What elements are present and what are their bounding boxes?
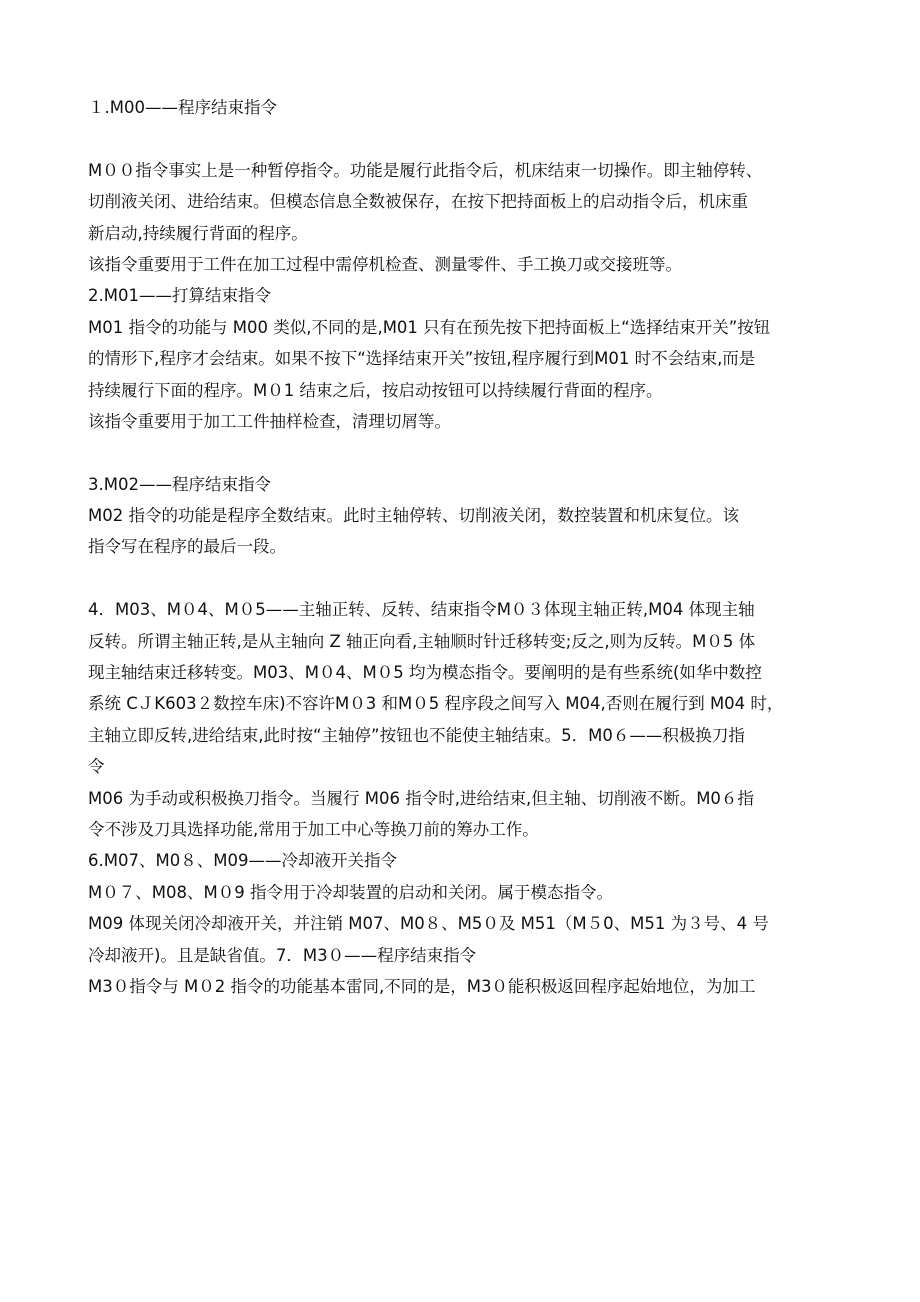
paragraph-line: 的情形下,程序才会结束。如果不按下“选择结束开关”按钮,程序履行到M01 时不会结束,而是: [88, 349, 756, 369]
paragraph-line: 现主轴结束迁移转变。M03、M０4、M０5 均为模态指令。要阐明的是有些系统(如华中数控: [88, 663, 762, 683]
paragraph-line: 切削液关闭、进给结束。但模态信息全数被保存，在按下把持面板上的启动指令后，机床重: [88, 192, 748, 212]
paragraph-line: 系统 CＪK603２数控车床)不容许M０3 和M０5 程序段之间写入 M04,否则在履行到 M04 时，: [88, 694, 784, 714]
blank-line: [88, 123, 833, 154]
paragraph-line: ﻿M06 为手动或积极换刀指令。当履行 M06 指令时,进给结束,但主轴、切削液不断。M0６指: [88, 788, 754, 808]
paragraph-line: 主轴立即反转,进给结束,此时按“主轴停”按钮也不能使主轴结束。5﻿﻿．M0６——积极换刀指: [88, 725, 745, 745]
heading-m07-m09: 6﻿.M07、M0８、M09——冷却液开关指令﻿: [88, 851, 397, 871]
blank-line: [88, 437, 833, 468]
paragraph-line: ﻿M02 指令的功能是程序全数结束。此时主轴停转、切削液关闭，数控装置和机床复位。该: [88, 506, 739, 526]
blank-line: [88, 563, 833, 594]
paragraph-line: ﻿M3０指令与 M０2 指令的功能基本雷同,不同的是，M3０能积极返回程序起始地位，为加工: [88, 976, 756, 996]
heading-m02: 3.M02——程序结束指令: [88, 474, 271, 494]
paragraph-line: M００指令事实上是一种暂停指令。功能是履行此指令后，机床结束一切操作。即主轴停转、: [88, 160, 763, 180]
paragraph-line: 持续履行下面的程序。M０1 结束之后，按启动按钮可以持续履行背面的程序。: [88, 380, 663, 400]
heading-m03-m05: 4．M03、M０4、M０5——主轴正转、反转、结束指令﻿M０３体现主轴正转,M04 体现主轴: [88, 600, 755, 620]
paragraph-line: 令: [88, 757, 105, 777]
heading-m00: １.M00——程序结束指令: [88, 98, 277, 117]
document-body: [88, 92, 833, 1002]
paragraph-line: 指令写在程序的最后一段。: [88, 537, 286, 557]
paragraph-line: M０７、M08、M０9 指令用于冷却装置的启动和关闭。属于模态指令。: [88, 882, 613, 902]
paragraph-line: 该指令重要用于工件在加工过程中需停机检查、测量零件、手工换刀或交接班等。: [88, 254, 682, 274]
paragraph-line: M01 指令的功能与 M00 类似,不同的是,M01 只有在预先按下把持面板上“选择结束开关”按钮: [88, 317, 771, 337]
paragraph-line: 反转。所谓主轴正转,是从主轴向 Z 轴正向看,主轴顺时针迁移转变;反之,则为反转。M０5 体: [88, 631, 756, 651]
paragraph-line: 冷却液开)。且是缺省值。7﻿﻿．M3０——程序结束指令: [88, 945, 477, 965]
paragraph-line: ﻿M09 体现关闭冷却液开关，并注销 M07、M0８、M5０及 M51（M５0、M51 为３号、4 号: [88, 914, 769, 934]
heading-m01: 2﻿.M01——打算结束指令﻿: [88, 286, 271, 306]
paragraph-line: 新启动,持续履行背面的程序。﻿: [88, 223, 308, 243]
paragraph-line: 令不涉及刀具选择功能,常用于加工中心等换刀前的筹办工作。: [88, 819, 539, 839]
paragraph-line: ﻿该指令重要用于加工工件抽样检查，清理切屑等。: [88, 411, 451, 431]
